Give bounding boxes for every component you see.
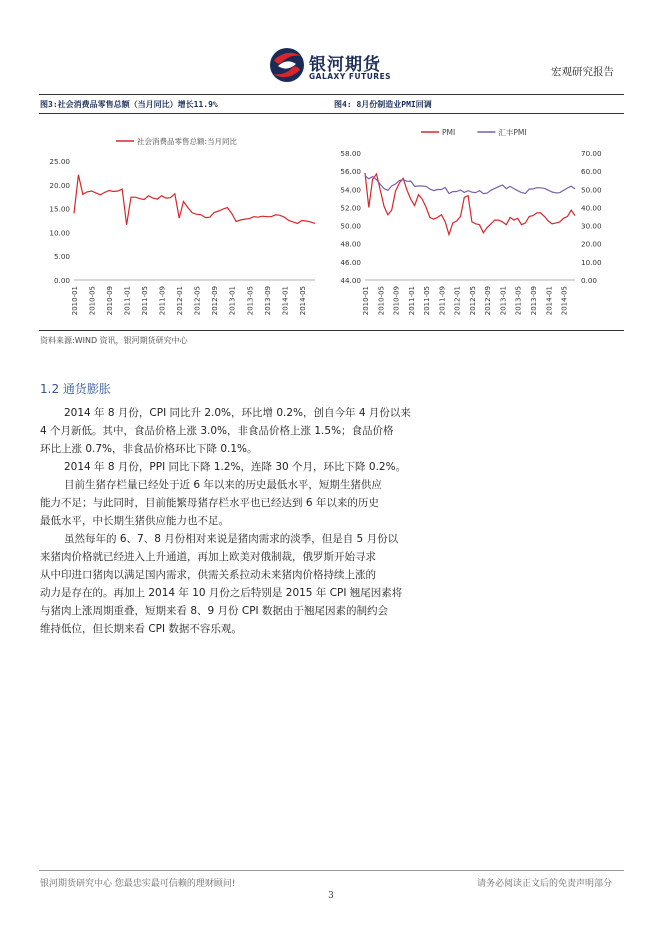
y-tick-label: 0.00 bbox=[53, 276, 70, 285]
x-tick-label: 2011-09 bbox=[438, 286, 447, 316]
y2-tick-label: 30.00 bbox=[581, 221, 602, 231]
paragraph-hog-supply bbox=[40, 476, 423, 530]
x-tick-label: 2011-01 bbox=[123, 286, 132, 316]
x-tick-label: 2012-01 bbox=[453, 286, 462, 316]
paragraph-line: 虽然每年的 6、7、8 月份相对来说是猪肉需求的淡季，但是自 5 月份以 bbox=[64, 533, 399, 545]
logo-chinese-name: 银河期货 bbox=[309, 55, 381, 75]
y-tick-label: 15.00 bbox=[49, 204, 70, 214]
y-tick-label: 5.00 bbox=[53, 252, 70, 262]
x-tick-label: 2012-09 bbox=[211, 286, 220, 316]
x-tick-label: 2013-05 bbox=[514, 286, 523, 316]
x-tick-label: 2013-09 bbox=[530, 286, 538, 316]
y-tick-label: 10.00 bbox=[49, 228, 70, 238]
x-tick-label: 2013-01 bbox=[499, 286, 508, 316]
data-source-note: 资料来源:WIND 资讯，银河期货研究中心 bbox=[40, 336, 188, 345]
paragraph-line: 2014 年 8 月份，CPI 同比升 2.0%，环比增 0.2%，创自今年 4 月份以来 bbox=[64, 407, 411, 419]
galaxy-logo-icon bbox=[268, 46, 306, 84]
y-tick-label: 20.00 bbox=[49, 180, 70, 190]
x-tick-label: 2011-09 bbox=[158, 286, 167, 316]
x-tick-label: 2010-05 bbox=[377, 286, 386, 316]
y2-tick-label: 0.00 bbox=[581, 276, 598, 285]
footer-disclaimer: 请务必阅读正文后的免责声明部分 bbox=[476, 879, 612, 889]
x-tick-label: 2011-05 bbox=[423, 286, 432, 316]
x-tick-label: 2013-09 bbox=[263, 286, 272, 316]
x-tick-label: 2014-01 bbox=[545, 286, 554, 316]
y-tick-label: 25.00 bbox=[49, 157, 70, 166]
pmi-chart bbox=[325, 118, 625, 324]
paragraph-line: 维持低位，但长期来看 CPI 数据不容乐观。 bbox=[40, 623, 242, 635]
footer-slogan: 银河期货研究中心 您最忠实最可信赖的理财顾问! bbox=[40, 879, 236, 889]
header-rule bbox=[39, 94, 624, 95]
y-tick-label: 46.00 bbox=[340, 257, 361, 267]
paragraph-line: 能力不足；与此同时，目前能繁母猪存栏水平也已经达到 6 年以来的历史 bbox=[40, 497, 379, 509]
y-tick-label: 48.00 bbox=[340, 239, 361, 249]
legend-label: 社会消费品零售总额:当月同比 bbox=[137, 137, 238, 146]
legend-label: PMI bbox=[442, 128, 456, 137]
paragraph-line: 来猪肉价格就已经进入上升通道，再加上欧美对俄制裁，俄罗斯开始寻求 bbox=[40, 551, 376, 563]
x-tick-label: 2012-05 bbox=[193, 286, 202, 316]
x-tick-label: 2014-01 bbox=[281, 286, 290, 316]
y2-tick-label: 20.00 bbox=[581, 239, 602, 249]
figure-title-rule bbox=[39, 113, 624, 114]
y-tick-label: 56.00 bbox=[340, 167, 361, 177]
y2-tick-label: 40.00 bbox=[581, 203, 602, 213]
x-tick-label: 2010-05 bbox=[88, 286, 97, 316]
x-tick-label: 2013-05 bbox=[246, 286, 255, 316]
page-number: 3 bbox=[328, 891, 334, 901]
y-tick-label: 44.00 bbox=[340, 276, 361, 285]
series-line-right bbox=[365, 176, 575, 194]
x-tick-label: 2012-05 bbox=[468, 286, 477, 316]
retail-sales-yoy-chart bbox=[34, 128, 324, 324]
paragraph-line: 与猪肉上涨周期重叠，短期来看 8、9 月份 CPI 数据由于翘尾因素的制约会 bbox=[40, 605, 388, 617]
x-tick-label: 2012-09 bbox=[484, 286, 493, 316]
section-heading: 1.2 通货膨胀 bbox=[40, 382, 111, 396]
figure-3-title: 图3:社会消费品零售总额（当月同比）增长11.9% bbox=[40, 100, 218, 109]
x-tick-label: 2011-01 bbox=[407, 286, 416, 316]
footer-rule bbox=[39, 870, 624, 871]
y2-tick-label: 60.00 bbox=[581, 167, 602, 177]
logo-english-name: GALAXY FUTURES bbox=[309, 72, 392, 81]
paragraph-line: 环比上涨 0.7%，非食品价格环比下降 0.1%。 bbox=[40, 443, 258, 455]
paragraph-line: 从中印进口猪肉以满足国内需求，供需关系拉动未来猪肉价格持续上涨的 bbox=[40, 569, 376, 581]
series-line-left bbox=[74, 175, 315, 225]
paragraph-cpi bbox=[40, 404, 423, 458]
paragraph-line: 目前生猪存栏量已经处于近 6 年以来的历史最低水平，短期生猪供应 bbox=[64, 479, 382, 491]
y2-tick-label: 10.00 bbox=[581, 257, 602, 267]
x-tick-label: 2013-01 bbox=[228, 286, 237, 316]
y2-tick-label: 70.00 bbox=[581, 149, 602, 158]
paragraph-line: 2014 年 8 月份，PPI 同比下降 1.2%，连降 30 个月，环比下降 0.2%。 bbox=[64, 461, 407, 473]
y-tick-label: 58.00 bbox=[340, 149, 361, 158]
paragraph-pork-outlook bbox=[40, 530, 423, 638]
series-line-left bbox=[365, 173, 575, 235]
x-tick-label: 2010-01 bbox=[362, 286, 370, 316]
x-tick-label: 2010-09 bbox=[106, 286, 115, 316]
x-tick-label: 2010-09 bbox=[392, 286, 401, 316]
y-tick-label: 52.00 bbox=[340, 203, 361, 213]
paragraph-line: 4 个月新低。其中，食品价格上涨 3.0%，非食品价格上涨 1.5%；食品价格 bbox=[40, 425, 394, 437]
figure-4-title: 图4: 8月份制造业PMI回调 bbox=[334, 100, 432, 109]
y-tick-label: 50.00 bbox=[340, 221, 361, 231]
galaxy-futures-logo bbox=[268, 46, 418, 86]
paragraph-line: 最低水平，中长期生猪供应能力也不足。 bbox=[40, 515, 229, 527]
report-type-label: 宏观研究报告 bbox=[551, 66, 614, 78]
paragraph-ppi bbox=[40, 458, 423, 476]
chart-bottom-rule bbox=[39, 330, 624, 331]
x-tick-label: 2010-01 bbox=[71, 286, 79, 316]
y-tick-label: 54.00 bbox=[340, 185, 361, 195]
x-tick-label: 2014-05 bbox=[560, 286, 569, 316]
x-tick-label: 2014-05 bbox=[298, 286, 307, 316]
x-tick-label: 2012-01 bbox=[176, 286, 185, 316]
y2-tick-label: 50.00 bbox=[581, 185, 602, 195]
paragraph-line: 动力是存在的。再加上 2014 年 10 月份之后特别是 2015 年 CPI 翘尾因素将 bbox=[40, 587, 403, 599]
x-tick-label: 2011-05 bbox=[141, 286, 150, 316]
legend-label: 汇丰PMI bbox=[498, 128, 527, 137]
